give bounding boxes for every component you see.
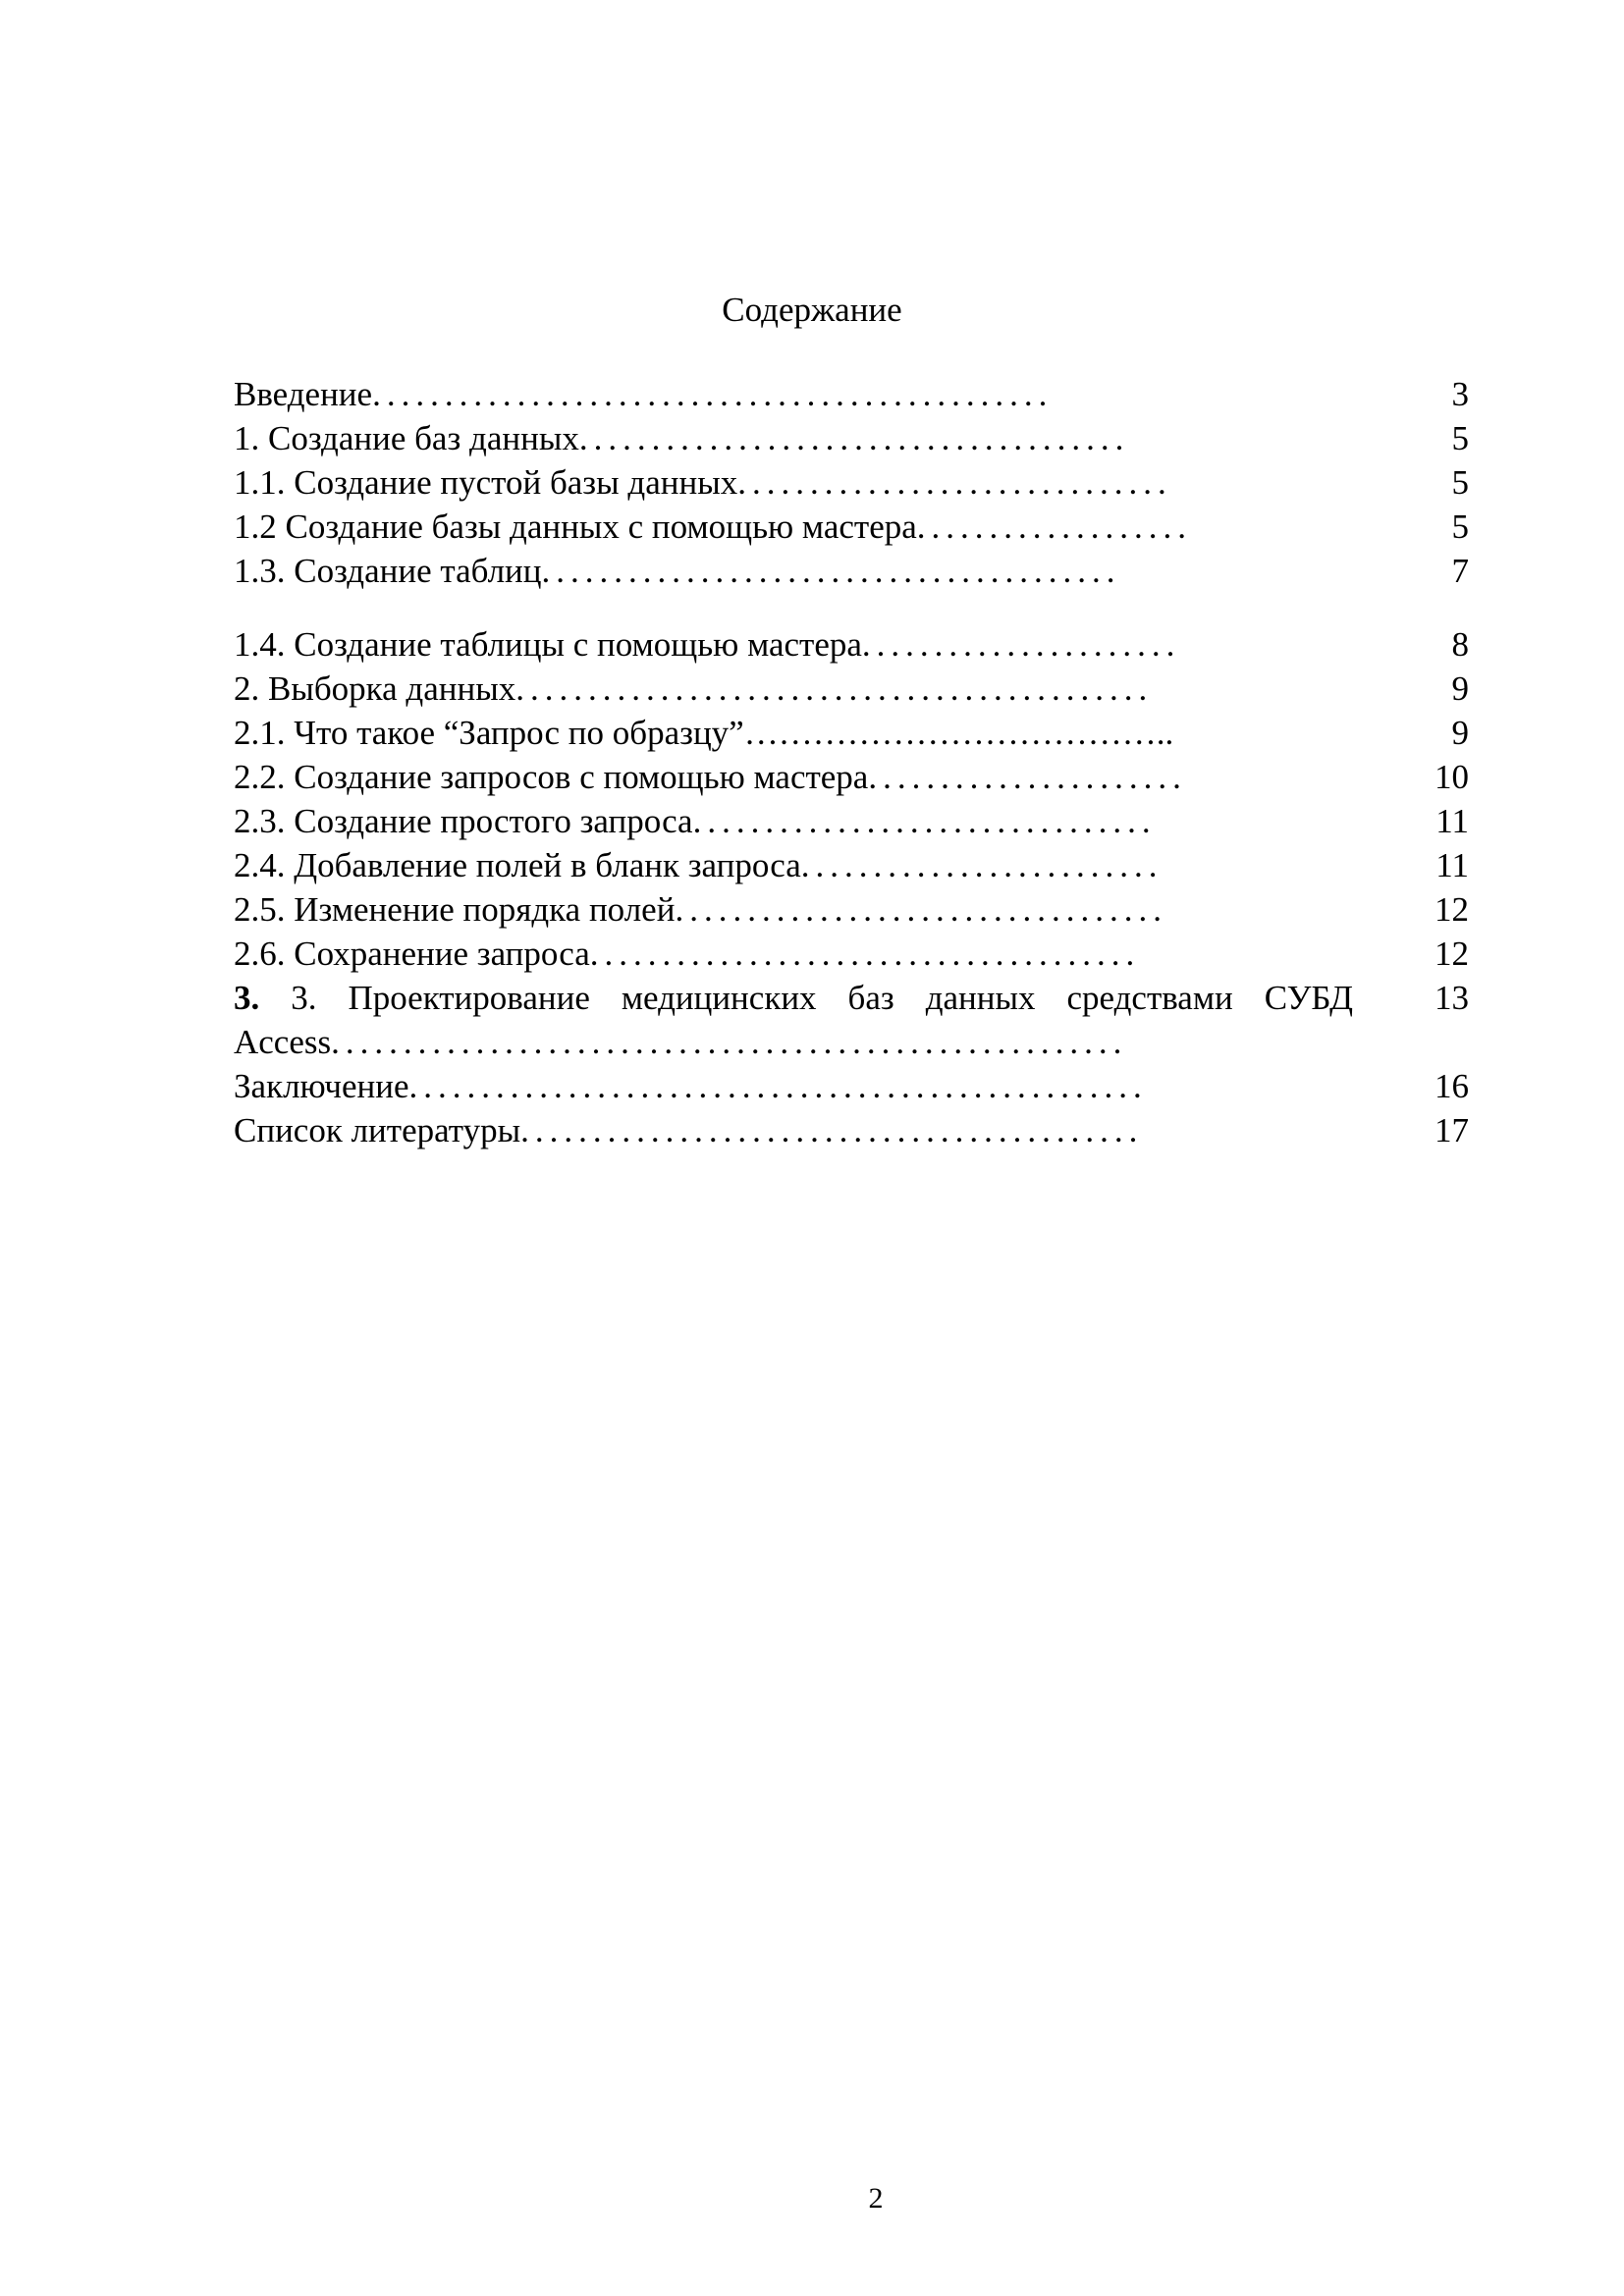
toc-entry-label: Заключение: [234, 1067, 409, 1105]
toc-page-number: 11: [1435, 846, 1469, 884]
toc-entry[interactable]: [234, 505, 1469, 549]
toc-entry[interactable]: [234, 549, 1469, 593]
toc-entry-label: 2.4. Добавление полей в бланк запроса: [234, 846, 801, 884]
toc-entry-text: [234, 460, 1353, 505]
toc-entry-text: [234, 976, 1353, 1064]
toc-entry[interactable]: [234, 622, 1469, 667]
toc-page-number: 3: [1451, 375, 1469, 413]
toc-entry[interactable]: [234, 416, 1469, 460]
toc-page-number: 12: [1435, 890, 1469, 929]
toc-entry-text: [234, 1108, 1353, 1152]
toc-page-number: 5: [1451, 463, 1469, 502]
toc-entry-label: 1.2 Создание базы данных с помощью мастера: [234, 507, 917, 546]
page-number: 2: [868, 2182, 884, 2215]
toc-leader-dots: ..................................: [675, 890, 1167, 929]
toc-page-number: 9: [1451, 714, 1469, 752]
toc-entry-label: 2.2. Создание запросов с помощью мастера: [234, 758, 869, 796]
toc-entry[interactable]: [234, 755, 1469, 799]
toc-entry[interactable]: [234, 711, 1469, 755]
toc-entry-label: Введение: [234, 375, 373, 413]
toc-leader-dots: ...............................................: [372, 375, 1054, 413]
toc-entry-text: [234, 667, 1353, 711]
toc-entry-label: 1.1. Создание пустой базы данных: [234, 463, 738, 502]
toc-entry[interactable]: [234, 976, 1469, 1064]
toc-entry-text: [234, 887, 1353, 932]
page-number-footer: [0, 2182, 1624, 2216]
toc-leader-dots: ......................................: [578, 419, 1130, 457]
toc-entry-text: [234, 799, 1353, 843]
toc-leader-dots: ...................................................: [408, 1067, 1148, 1105]
toc-entry-text: [234, 416, 1353, 460]
toc-entry-label: 2.3. Создание простого запроса: [234, 802, 693, 840]
toc-heading: Содержание: [722, 291, 902, 329]
toc-entry-text: [234, 622, 1353, 667]
toc-entry-number: 3.: [234, 979, 260, 1017]
toc-leader-dots: ......................: [861, 625, 1181, 664]
toc-entry-text: [234, 505, 1353, 549]
toc-entry-label: 1. Создание баз данных: [234, 419, 579, 457]
toc-entry[interactable]: [234, 460, 1469, 505]
table-of-contents: [234, 372, 1469, 1152]
toc-entry-label: 2.6. Сохранение запроса: [234, 934, 590, 973]
toc-entry-label: 3. Проектирование медицинских баз данных средствами СУБД Access: [234, 979, 1353, 1061]
toc-entry-text: [234, 372, 1353, 416]
toc-entry-label: 2. Выборка данных: [234, 669, 516, 708]
toc-leader-dots: ............................................: [515, 669, 1154, 708]
toc-entry-label: 1.4. Создание таблицы с помощью мастера: [234, 625, 862, 664]
toc-entry-label: Список литературы: [234, 1111, 521, 1149]
toc-entry-label: 1.3. Создание таблиц: [234, 552, 542, 590]
toc-entry[interactable]: [234, 799, 1469, 843]
toc-leader-dots: ......................: [868, 758, 1187, 796]
toc-entry-text: [234, 932, 1353, 976]
toc-page-number: 17: [1435, 1111, 1469, 1149]
toc-entry-text: [234, 1064, 1353, 1108]
toc-entry[interactable]: [234, 932, 1469, 976]
toc-entry-text: [234, 843, 1353, 887]
toc-page-number: 9: [1451, 669, 1469, 708]
toc-leader-dots: ........................................: [541, 552, 1121, 590]
toc-entry[interactable]: [234, 372, 1469, 416]
toc-page-number: 7: [1451, 552, 1469, 590]
toc-page-number: 13: [1435, 979, 1469, 1017]
toc-leader-dots: ................................: [692, 802, 1157, 840]
toc-leader-dots: ..............................: [737, 463, 1172, 502]
toc-entry-label: 2.1. Что такое “Запрос по образцу”: [234, 714, 744, 752]
toc-leader-dots: ………………………………..: [743, 714, 1174, 752]
toc-leader-dots: ...................: [916, 507, 1193, 546]
toc-leader-dots: ...........................................: [520, 1111, 1144, 1149]
toc-page-number: 11: [1435, 802, 1469, 840]
toc-leader-dots: ......................................: [589, 934, 1141, 973]
toc-entry-text: [234, 711, 1353, 755]
toc-page-number: 8: [1451, 625, 1469, 664]
toc-leader-dots: .........................: [800, 846, 1164, 884]
toc-page-number: 16: [1435, 1067, 1469, 1105]
toc-entry-text: [234, 549, 1353, 593]
toc-entry-text: [234, 755, 1353, 799]
toc-page-number: 5: [1451, 419, 1469, 457]
toc-entry[interactable]: [234, 843, 1469, 887]
toc-entry-label: 2.5. Изменение порядка полей: [234, 890, 676, 929]
toc-leader-dots: .......................................................: [331, 1023, 1128, 1061]
toc-entry[interactable]: [234, 667, 1469, 711]
toc-page-number: 12: [1435, 934, 1469, 973]
toc-entry[interactable]: [234, 1064, 1469, 1108]
toc-entry[interactable]: [234, 1108, 1469, 1152]
toc-page-number: 5: [1451, 507, 1469, 546]
toc-entry[interactable]: [234, 887, 1469, 932]
toc-page-number: 10: [1435, 758, 1469, 796]
